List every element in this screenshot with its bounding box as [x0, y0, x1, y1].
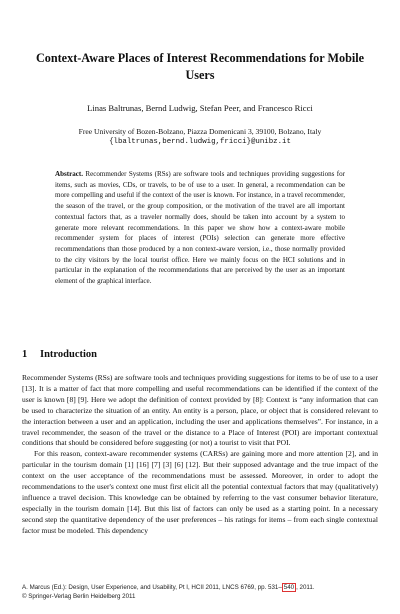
citation-text: A. Marcus (Ed.): Design, User Experience, and Usability, Pt I, HCII 2011, LNCS 6769, pp. 531– — [22, 584, 282, 591]
paper-title: Context-Aware Places of Interest Recommendations for Mobile Users — [35, 51, 365, 82]
citation-year: , 2011. — [296, 584, 315, 591]
affiliation-block — [30, 126, 370, 148]
paragraph-2: For this reason, context-aware recommender systems (CARSs) are gaining more and more attention [2], and in particular in the tourism domain [1] [16] [7] [3] [6] [12]. But their supposed advantage and the true impact of the context on the user acceptance of the recommendations must be assessed. Moreover, in order to adopt the recommendations to the user's context one must first elicit all the potential contextual factors that may (qualitatively) influence a travel decision. This knowledge can be obtained by referring to the vast consumer behavior literature, especially in the tourism domain [14]. But this list of factors can only be used as a starting point. In a necessary second step the quantitative dependency of the user preferences – his ratings for items – from each single contextual factor must be modeled. This dependency — [22, 449, 378, 535]
abstract — [55, 169, 345, 287]
footer — [22, 583, 315, 601]
section-title: Introduction — [40, 349, 97, 360]
abstract-label: Abstract. — [55, 170, 83, 178]
author-list: Linas Baltrunas, Bernd Ludwig, Stefan Peer, and Francesco Ricci — [87, 103, 313, 113]
section-heading — [22, 349, 97, 360]
copyright-line: © Springer-Verlag Berlin Heidelberg 2011 — [22, 593, 136, 600]
section-number: 1 — [22, 349, 28, 360]
paragraph-1: Recommender Systems (RSs) are software tools and techniques providing suggestions for items to be of use to a user [13]. It is a matter of fact that more compelling and useful recommendations can be identified if the context of the user is known [8] [9]. Here we adopt the definition of context provided by [8]: Context is “any information that can be used to characterize the situation of an entity. An entity is a person, place, or object that is considered relevant to the interaction between a user and an application, including the user and applications themselves”. For instance, in a travel recommender, the season of the travel or the distance to a Place of Interest (POI) are important contextual conditions that should be considered before suggesting (or not) a tourist to visit that POI. — [22, 373, 378, 448]
affiliation: Free University of Bozen-Bolzano, Piazza Domenicani 3, 39100, Bolzano, Italy — [78, 127, 322, 136]
citation-line — [22, 583, 315, 592]
author-emails: {lbaltrunas,bernd.ludwig,fricci}@unibz.it — [109, 138, 291, 146]
body-text — [22, 373, 378, 537]
abstract-text: Recommender Systems (RSs) are software tools and techniques providing suggestions for items, such as movies, CDs, or travels, to be of use to a user. In general, a recommendation can be more compelling and useful if the context of the user is known. For instance, in a travel recommender, the season of the travel, or the group composition, or the motivation of the travel are all important contextual factors that, as a traveler normally does, should be taken into account by a system to generate more relevant recommendations. In this paper we show how a context-aware mobile recommender system for places of interest (POIs) selection can generate more effective recommendations than those produced by a non context-aware version, i.e., those normally provided to the city visitors by the local tourist office. Here we mainly focus on the HCI solutions and in particular in the explanation of the recommendations that are perceived by the user as an important element of the graphical interface. — [55, 170, 345, 286]
page-range-link[interactable]: 540 — [283, 584, 295, 591]
